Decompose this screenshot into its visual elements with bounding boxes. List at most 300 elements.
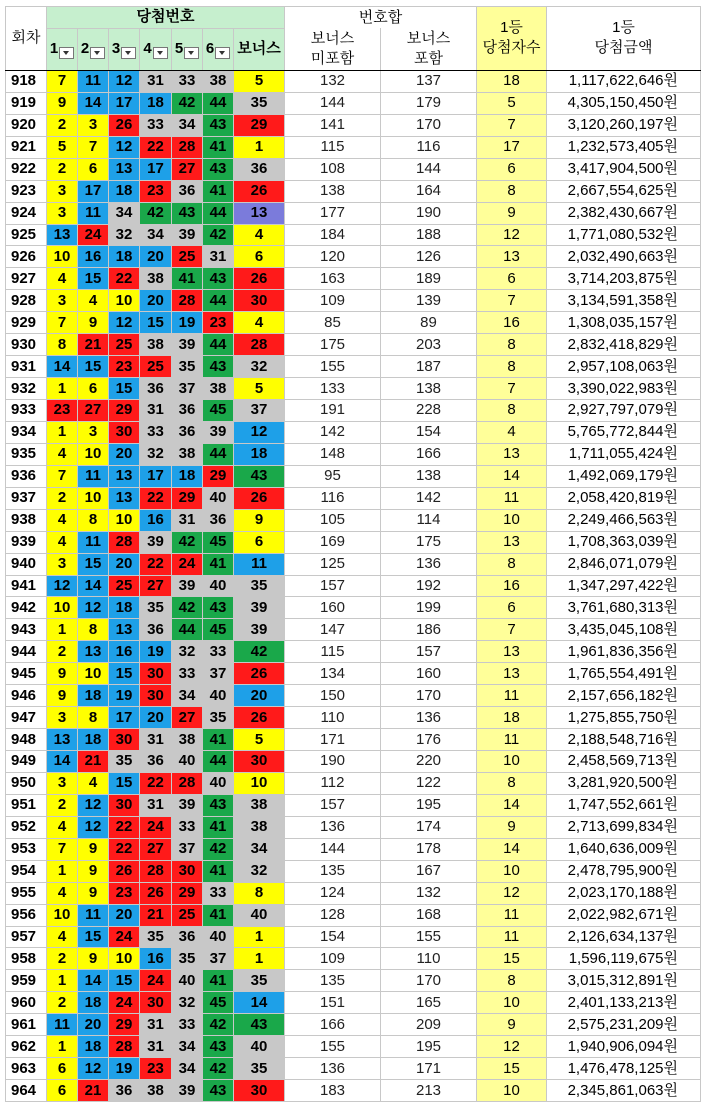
bonus-ball: 29 — [234, 114, 285, 136]
sum-excl-cell: 109 — [285, 290, 381, 312]
prize-cell: 2,126,634,137원 — [547, 926, 701, 948]
winners-cell: 17 — [477, 136, 547, 158]
table-row — [6, 114, 701, 136]
ball-5: 36 — [172, 926, 203, 948]
table-row — [6, 421, 701, 443]
filter-dropdown-icon[interactable] — [59, 47, 74, 59]
bonus-ball: 4 — [234, 224, 285, 246]
ball-5: 25 — [172, 904, 203, 926]
ball-2: 9 — [78, 838, 109, 860]
winners-cell: 7 — [477, 290, 547, 312]
ball-3: 35 — [109, 751, 140, 773]
winners-cell: 10 — [477, 751, 547, 773]
ball-1: 4 — [47, 443, 78, 465]
ball-4: 24 — [140, 816, 172, 838]
col-1-filter[interactable] — [47, 28, 78, 70]
ball-6: 31 — [203, 246, 234, 268]
sum-incl-cell: 189 — [381, 268, 477, 290]
ball-1: 10 — [47, 904, 78, 926]
bonus-ball: 18 — [234, 443, 285, 465]
bonus-ball: 28 — [234, 334, 285, 356]
bonus-ball: 35 — [234, 575, 285, 597]
ball-2: 6 — [78, 378, 109, 400]
table-row — [6, 619, 701, 641]
sum-incl-cell: 228 — [381, 400, 477, 422]
ball-4: 24 — [140, 970, 172, 992]
ball-5: 27 — [172, 707, 203, 729]
bonus-ball: 8 — [234, 882, 285, 904]
sum-incl-cell: 165 — [381, 992, 477, 1014]
ball-2: 9 — [78, 948, 109, 970]
col-1-label: 1 — [49, 40, 59, 58]
ball-3: 26 — [109, 114, 140, 136]
round-cell: 949 — [6, 751, 47, 773]
ball-1: 4 — [47, 268, 78, 290]
winners-cell: 12 — [477, 882, 547, 904]
winners-cell: 11 — [477, 926, 547, 948]
ball-1: 3 — [47, 553, 78, 575]
col-4-filter[interactable] — [140, 28, 172, 70]
winners-cell: 6 — [477, 268, 547, 290]
sum-excl-cell: 175 — [285, 334, 381, 356]
ball-5: 33 — [172, 1014, 203, 1036]
ball-3: 24 — [109, 992, 140, 1014]
ball-5: 41 — [172, 268, 203, 290]
winners-cell: 11 — [477, 487, 547, 509]
table-row — [6, 926, 701, 948]
sum-incl-cell: 213 — [381, 1080, 477, 1102]
sum-excl-cell: 105 — [285, 509, 381, 531]
winners-cell: 8 — [477, 334, 547, 356]
ball-1: 8 — [47, 334, 78, 356]
ball-2: 8 — [78, 707, 109, 729]
round-cell: 923 — [6, 180, 47, 202]
sum-excl-cell: 142 — [285, 421, 381, 443]
prize-cell: 2,022,982,671원 — [547, 904, 701, 926]
ball-4: 22 — [140, 772, 172, 794]
ball-2: 3 — [78, 114, 109, 136]
col-4-label: 4 — [143, 40, 152, 58]
ball-4: 31 — [140, 400, 172, 422]
bonus-ball: 30 — [234, 751, 285, 773]
ball-5: 34 — [172, 1058, 203, 1080]
ball-2: 11 — [78, 904, 109, 926]
sum-excl-cell: 191 — [285, 400, 381, 422]
sum-excl-cell: 166 — [285, 1014, 381, 1036]
prize-cell: 1,275,855,750원 — [547, 707, 701, 729]
ball-6: 40 — [203, 487, 234, 509]
ball-4: 33 — [140, 421, 172, 443]
ball-3: 30 — [109, 729, 140, 751]
ball-3: 34 — [109, 202, 140, 224]
ball-4: 22 — [140, 487, 172, 509]
ball-1: 1 — [47, 421, 78, 443]
sum-excl-cell: 125 — [285, 553, 381, 575]
ball-2: 9 — [78, 860, 109, 882]
table-row — [6, 202, 701, 224]
ball-1: 7 — [47, 312, 78, 334]
table-row — [6, 597, 701, 619]
ball-5: 28 — [172, 290, 203, 312]
prize-cell: 3,134,591,358원 — [547, 290, 701, 312]
table-row — [6, 246, 701, 268]
ball-2: 12 — [78, 597, 109, 619]
ball-1: 2 — [47, 948, 78, 970]
ball-3: 23 — [109, 356, 140, 378]
col-3-label: 3 — [111, 40, 121, 58]
ball-2: 14 — [78, 92, 109, 114]
ball-4: 30 — [140, 992, 172, 1014]
ball-2: 15 — [78, 268, 109, 290]
ball-1: 1 — [47, 1036, 78, 1058]
table-row — [6, 992, 701, 1014]
ball-3: 13 — [109, 465, 140, 487]
ball-5: 31 — [172, 509, 203, 531]
ball-3: 26 — [109, 860, 140, 882]
ball-6: 29 — [203, 465, 234, 487]
sum-incl-cell: 160 — [381, 663, 477, 685]
bonus-ball: 30 — [234, 290, 285, 312]
sum-incl-cell: 174 — [381, 816, 477, 838]
ball-6: 39 — [203, 421, 234, 443]
bonus-ball: 11 — [234, 553, 285, 575]
ball-6: 43 — [203, 597, 234, 619]
ball-4: 19 — [140, 641, 172, 663]
table-row — [6, 838, 701, 860]
bonus-ball: 36 — [234, 158, 285, 180]
round-cell: 944 — [6, 641, 47, 663]
sum-excl-cell: 135 — [285, 970, 381, 992]
ball-6: 45 — [203, 531, 234, 553]
prize-cell: 3,120,260,197원 — [547, 114, 701, 136]
ball-3: 20 — [109, 904, 140, 926]
ball-6: 23 — [203, 312, 234, 334]
ball-5: 39 — [172, 794, 203, 816]
ball-4: 26 — [140, 882, 172, 904]
ball-6: 41 — [203, 904, 234, 926]
table-row — [6, 948, 701, 970]
ball-6: 38 — [203, 70, 234, 92]
sum-excl-cell: 115 — [285, 136, 381, 158]
ball-5: 38 — [172, 443, 203, 465]
round-cell: 946 — [6, 685, 47, 707]
ball-6: 43 — [203, 158, 234, 180]
ball-4: 22 — [140, 136, 172, 158]
round-cell: 930 — [6, 334, 47, 356]
ball-1: 6 — [47, 1058, 78, 1080]
ball-4: 39 — [140, 531, 172, 553]
ball-1: 2 — [47, 992, 78, 1014]
bonus-ball: 9 — [234, 509, 285, 531]
prize-cell: 1,708,363,039원 — [547, 531, 701, 553]
filter-dropdown-icon[interactable] — [121, 47, 136, 59]
ball-1: 2 — [47, 158, 78, 180]
prize-cell: 1,711,055,424원 — [547, 443, 701, 465]
prize-cell: 2,345,861,063원 — [547, 1080, 701, 1102]
prize-cell: 3,761,680,313원 — [547, 597, 701, 619]
ball-3: 17 — [109, 707, 140, 729]
bonus-ball: 38 — [234, 794, 285, 816]
ball-3: 25 — [109, 334, 140, 356]
sum-excl-cell: 95 — [285, 465, 381, 487]
ball-5: 32 — [172, 641, 203, 663]
ball-4: 31 — [140, 1014, 172, 1036]
winners-cell: 10 — [477, 509, 547, 531]
ball-3: 28 — [109, 531, 140, 553]
bonus-ball: 26 — [234, 268, 285, 290]
ball-5: 32 — [172, 992, 203, 1014]
ball-2: 6 — [78, 158, 109, 180]
ball-3: 15 — [109, 772, 140, 794]
ball-1: 10 — [47, 246, 78, 268]
ball-6: 41 — [203, 180, 234, 202]
ball-5: 28 — [172, 772, 203, 794]
ball-6: 45 — [203, 619, 234, 641]
table-row — [6, 509, 701, 531]
sum-excl-cell: 183 — [285, 1080, 381, 1102]
bonus-ball: 32 — [234, 356, 285, 378]
round-cell: 926 — [6, 246, 47, 268]
ball-6: 37 — [203, 663, 234, 685]
bonus-ball: 26 — [234, 707, 285, 729]
filter-dropdown-icon[interactable] — [153, 47, 168, 59]
bonus-ball: 38 — [234, 816, 285, 838]
winners-cell: 7 — [477, 619, 547, 641]
filter-dropdown-icon[interactable] — [184, 47, 199, 59]
ball-2: 9 — [78, 312, 109, 334]
winners-cell: 9 — [477, 1014, 547, 1036]
prize-cell: 2,382,430,667원 — [547, 202, 701, 224]
ball-6: 44 — [203, 443, 234, 465]
sum-incl-cell: 164 — [381, 180, 477, 202]
ball-4: 20 — [140, 246, 172, 268]
ball-3: 13 — [109, 158, 140, 180]
prize-cell: 2,713,699,834원 — [547, 816, 701, 838]
ball-4: 27 — [140, 838, 172, 860]
table-row — [6, 224, 701, 246]
ball-3: 10 — [109, 948, 140, 970]
sum-excl-cell: 138 — [285, 180, 381, 202]
prize-cell: 1,308,035,157원 — [547, 312, 701, 334]
table-row — [6, 312, 701, 334]
winners-cell: 8 — [477, 970, 547, 992]
ball-2: 21 — [78, 1080, 109, 1102]
winners-cell: 5 — [477, 92, 547, 114]
ball-3: 12 — [109, 312, 140, 334]
sum-incl-cell: 203 — [381, 334, 477, 356]
ball-2: 7 — [78, 136, 109, 158]
sum-incl-cell: 132 — [381, 882, 477, 904]
ball-2: 11 — [78, 531, 109, 553]
ball-6: 43 — [203, 268, 234, 290]
ball-4: 22 — [140, 553, 172, 575]
winners-cell: 13 — [477, 663, 547, 685]
sum-excl-cell: 160 — [285, 597, 381, 619]
table-row — [6, 136, 701, 158]
ball-5: 42 — [172, 597, 203, 619]
ball-1: 5 — [47, 136, 78, 158]
ball-5: 40 — [172, 970, 203, 992]
prize-cell: 3,417,904,500원 — [547, 158, 701, 180]
prize-cell: 2,023,170,188원 — [547, 882, 701, 904]
ball-1: 2 — [47, 487, 78, 509]
lotto-results-table — [5, 6, 701, 1102]
winners-cell: 11 — [477, 685, 547, 707]
sum-incl-cell: 168 — [381, 904, 477, 926]
round-cell: 928 — [6, 290, 47, 312]
ball-1: 1 — [47, 860, 78, 882]
table-row — [6, 1058, 701, 1080]
table-row — [6, 663, 701, 685]
round-cell: 943 — [6, 619, 47, 641]
ball-3: 18 — [109, 180, 140, 202]
ball-4: 31 — [140, 794, 172, 816]
prize-cell: 1,596,119,675원 — [547, 948, 701, 970]
ball-1: 23 — [47, 400, 78, 422]
ball-2: 11 — [78, 70, 109, 92]
sum-excl-cell: 133 — [285, 378, 381, 400]
ball-6: 43 — [203, 114, 234, 136]
sum-excl-cell: 108 — [285, 158, 381, 180]
ball-6: 43 — [203, 356, 234, 378]
ball-1: 13 — [47, 729, 78, 751]
ball-3: 30 — [109, 794, 140, 816]
sum-incl-cell: 195 — [381, 1036, 477, 1058]
ball-5: 43 — [172, 202, 203, 224]
winners-cell: 9 — [477, 202, 547, 224]
ball-2: 15 — [78, 926, 109, 948]
sum-excl-cell: 141 — [285, 114, 381, 136]
ball-3: 15 — [109, 378, 140, 400]
ball-6: 42 — [203, 224, 234, 246]
ball-4: 31 — [140, 70, 172, 92]
ball-6: 40 — [203, 685, 234, 707]
ball-5: 34 — [172, 685, 203, 707]
ball-2: 27 — [78, 400, 109, 422]
sum-excl-header: 보너스 미포함 — [285, 28, 381, 70]
prize-cell: 1,347,297,422원 — [547, 575, 701, 597]
round-cell: 927 — [6, 268, 47, 290]
bonus-ball: 35 — [234, 970, 285, 992]
sum-excl-cell: 184 — [285, 224, 381, 246]
bonus-ball: 34 — [234, 838, 285, 860]
sum-excl-cell: 169 — [285, 531, 381, 553]
ball-3: 15 — [109, 663, 140, 685]
ball-2: 12 — [78, 794, 109, 816]
table-row — [6, 816, 701, 838]
ball-4: 16 — [140, 948, 172, 970]
ball-4: 23 — [140, 1058, 172, 1080]
sum-excl-cell: 163 — [285, 268, 381, 290]
ball-4: 34 — [140, 224, 172, 246]
sum-excl-cell: 144 — [285, 92, 381, 114]
ball-2: 15 — [78, 553, 109, 575]
sum-incl-cell: 195 — [381, 794, 477, 816]
sum-excl-cell: 155 — [285, 356, 381, 378]
ball-1: 3 — [47, 180, 78, 202]
prize-cell: 3,390,022,983원 — [547, 378, 701, 400]
ball-1: 4 — [47, 882, 78, 904]
bonus-ball: 37 — [234, 400, 285, 422]
round-cell: 956 — [6, 904, 47, 926]
ball-6: 44 — [203, 202, 234, 224]
sum-excl-cell: 148 — [285, 443, 381, 465]
sum-incl-cell: 199 — [381, 597, 477, 619]
col-5-filter[interactable] — [172, 28, 203, 70]
sum-excl-cell: 109 — [285, 948, 381, 970]
sum-incl-cell: 126 — [381, 246, 477, 268]
col-6-filter[interactable] — [203, 28, 234, 70]
table-row — [6, 378, 701, 400]
ball-3: 17 — [109, 92, 140, 114]
table-row — [6, 641, 701, 663]
ball-6: 40 — [203, 575, 234, 597]
sum-incl-cell: 144 — [381, 158, 477, 180]
col-2-filter[interactable] — [78, 28, 109, 70]
round-cell: 934 — [6, 421, 47, 443]
prize-cell: 2,401,133,213원 — [547, 992, 701, 1014]
bonus-ball: 6 — [234, 246, 285, 268]
ball-1: 3 — [47, 202, 78, 224]
sum-incl-cell: 114 — [381, 509, 477, 531]
filter-dropdown-icon[interactable] — [215, 47, 230, 59]
ball-4: 33 — [140, 114, 172, 136]
sum-excl-cell: 171 — [285, 729, 381, 751]
ball-2: 9 — [78, 882, 109, 904]
ball-3: 24 — [109, 926, 140, 948]
winners-cell: 16 — [477, 575, 547, 597]
sum-excl-cell: 157 — [285, 575, 381, 597]
winners-cell: 9 — [477, 816, 547, 838]
ball-5: 33 — [172, 663, 203, 685]
ball-3: 22 — [109, 838, 140, 860]
sum-excl-cell: 134 — [285, 663, 381, 685]
bonus-ball: 35 — [234, 92, 285, 114]
winners-cell: 4 — [477, 421, 547, 443]
prize-cell: 1,961,836,356원 — [547, 641, 701, 663]
ball-6: 40 — [203, 772, 234, 794]
ball-5: 35 — [172, 356, 203, 378]
ball-1: 4 — [47, 531, 78, 553]
ball-5: 27 — [172, 158, 203, 180]
sum-excl-cell: 190 — [285, 751, 381, 773]
prize-cell: 1,476,478,125원 — [547, 1058, 701, 1080]
round-cell: 922 — [6, 158, 47, 180]
sum-incl-cell: 110 — [381, 948, 477, 970]
ball-4: 28 — [140, 860, 172, 882]
ball-3: 12 — [109, 70, 140, 92]
ball-6: 37 — [203, 948, 234, 970]
ball-4: 38 — [140, 268, 172, 290]
prize-cell: 1,232,573,405원 — [547, 136, 701, 158]
sum-incl-cell: 179 — [381, 92, 477, 114]
round-cell: 942 — [6, 597, 47, 619]
ball-2: 3 — [78, 421, 109, 443]
sum-group-header: 번호합 — [285, 7, 477, 29]
winners-cell: 8 — [477, 356, 547, 378]
filter-dropdown-icon[interactable] — [90, 47, 105, 59]
winners-cell: 13 — [477, 443, 547, 465]
round-cell: 955 — [6, 882, 47, 904]
round-cell: 948 — [6, 729, 47, 751]
sum-incl-cell: 209 — [381, 1014, 477, 1036]
bonus-ball: 40 — [234, 904, 285, 926]
col-3-filter[interactable] — [109, 28, 140, 70]
prize-cell: 2,458,569,713원 — [547, 751, 701, 773]
ball-3: 18 — [109, 246, 140, 268]
sum-incl-cell: 170 — [381, 114, 477, 136]
ball-4: 31 — [140, 729, 172, 751]
